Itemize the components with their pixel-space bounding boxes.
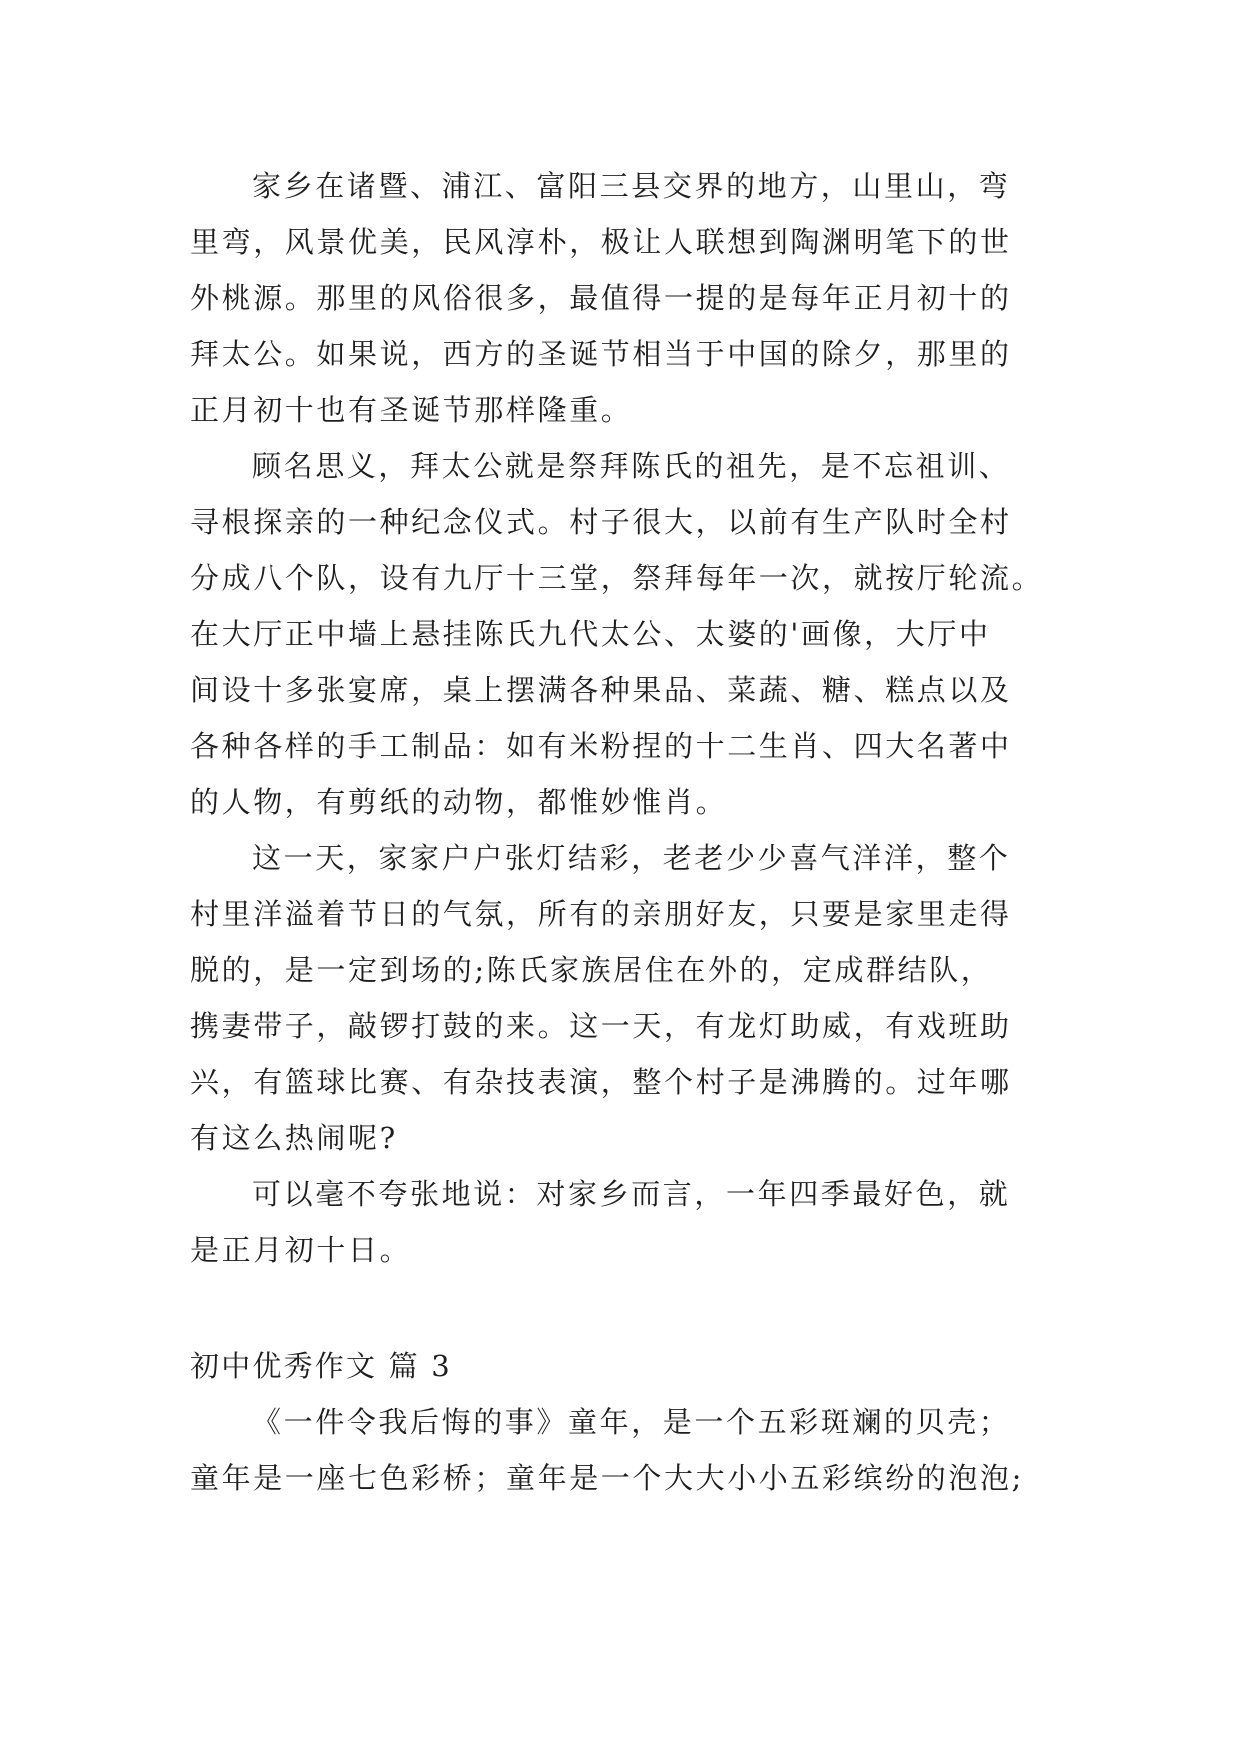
text-line: 是正月初十日。: [190, 1233, 412, 1267]
paragraph-section-3-intro: [190, 1394, 1058, 1506]
text-line: 各种各样的手工制品：如有米粉捏的十二生肖、四大名著中: [190, 729, 1012, 763]
document-body: [190, 158, 1058, 1506]
text-line: 的人物，有剪纸的动物，都惟妙惟肖。: [190, 785, 728, 819]
text-line: 外桃源。那里的风俗很多，最值得一提的是每年正月初十的: [190, 281, 1012, 315]
paragraph-conclusion: [190, 1166, 1058, 1278]
text-line: 正月初十也有圣诞节那样隆重。: [190, 393, 633, 427]
text-line: 拜太公。如果说，西方的圣诞节相当于中国的除夕，那里的: [190, 337, 1012, 371]
text-line: 脱的，是一定到场的;陈氏家族居住在外的，定成群结队，: [190, 953, 993, 987]
text-line: 可以毫不夸张地说：对家乡而言，一年四季最好色，就: [252, 1177, 1011, 1211]
text-line: 村里洋溢着节日的气氛，所有的亲朋好友，只要是家里走得: [190, 897, 1012, 931]
section-heading: 初中优秀作文 篇 3: [190, 1349, 452, 1383]
text-line: 这一天，家家户户张灯结彩，老老少少喜气洋洋，整个: [252, 841, 1011, 875]
paragraph-hometown-intro: [190, 158, 1058, 438]
text-line: 分成八个队，设有九厅十三堂，祭拜每年一次，就按厅轮流。: [190, 561, 1044, 595]
text-line: 里弯，风景优美，民风淳朴，极让人联想到陶渊明笔下的世: [190, 225, 1012, 259]
paragraph-festival-day: [190, 830, 1058, 1166]
text-line: 有这么热闹呢?: [190, 1121, 398, 1155]
paragraph-ritual-description: [190, 438, 1058, 830]
text-line: 顾名思义，拜太公就是祭拜陈氏的祖先，是不忘祖训、: [252, 449, 1011, 483]
text-line: 《一件令我后悔的事》童年，是一个五彩斑斓的贝壳；: [252, 1405, 1011, 1439]
text-line: 寻根探亲的一种纪念仪式。村子很大，以前有生产队时全村: [190, 505, 1012, 539]
text-line: 兴，有篮球比赛、有杂技表演，整个村子是沸腾的。过年哪: [190, 1065, 1012, 1099]
text-line: 童年是一座七色彩桥；童年是一个大大小小五彩缤纷的泡泡;: [190, 1461, 1024, 1495]
text-line: 间设十多张宴席，桌上摆满各种果品、菜蔬、糖、糕点以及: [190, 673, 1012, 707]
text-line: 家乡在诸暨、浦江、富阳三县交界的地方，山里山，弯: [252, 169, 1011, 203]
text-line: 在大厅正中墙上悬挂陈氏九代太公、太婆的'画像，大厅中: [190, 617, 991, 651]
text-line: 携妻带子，敲锣打鼓的来。这一天，有龙灯助威，有戏班助: [190, 1009, 1012, 1043]
